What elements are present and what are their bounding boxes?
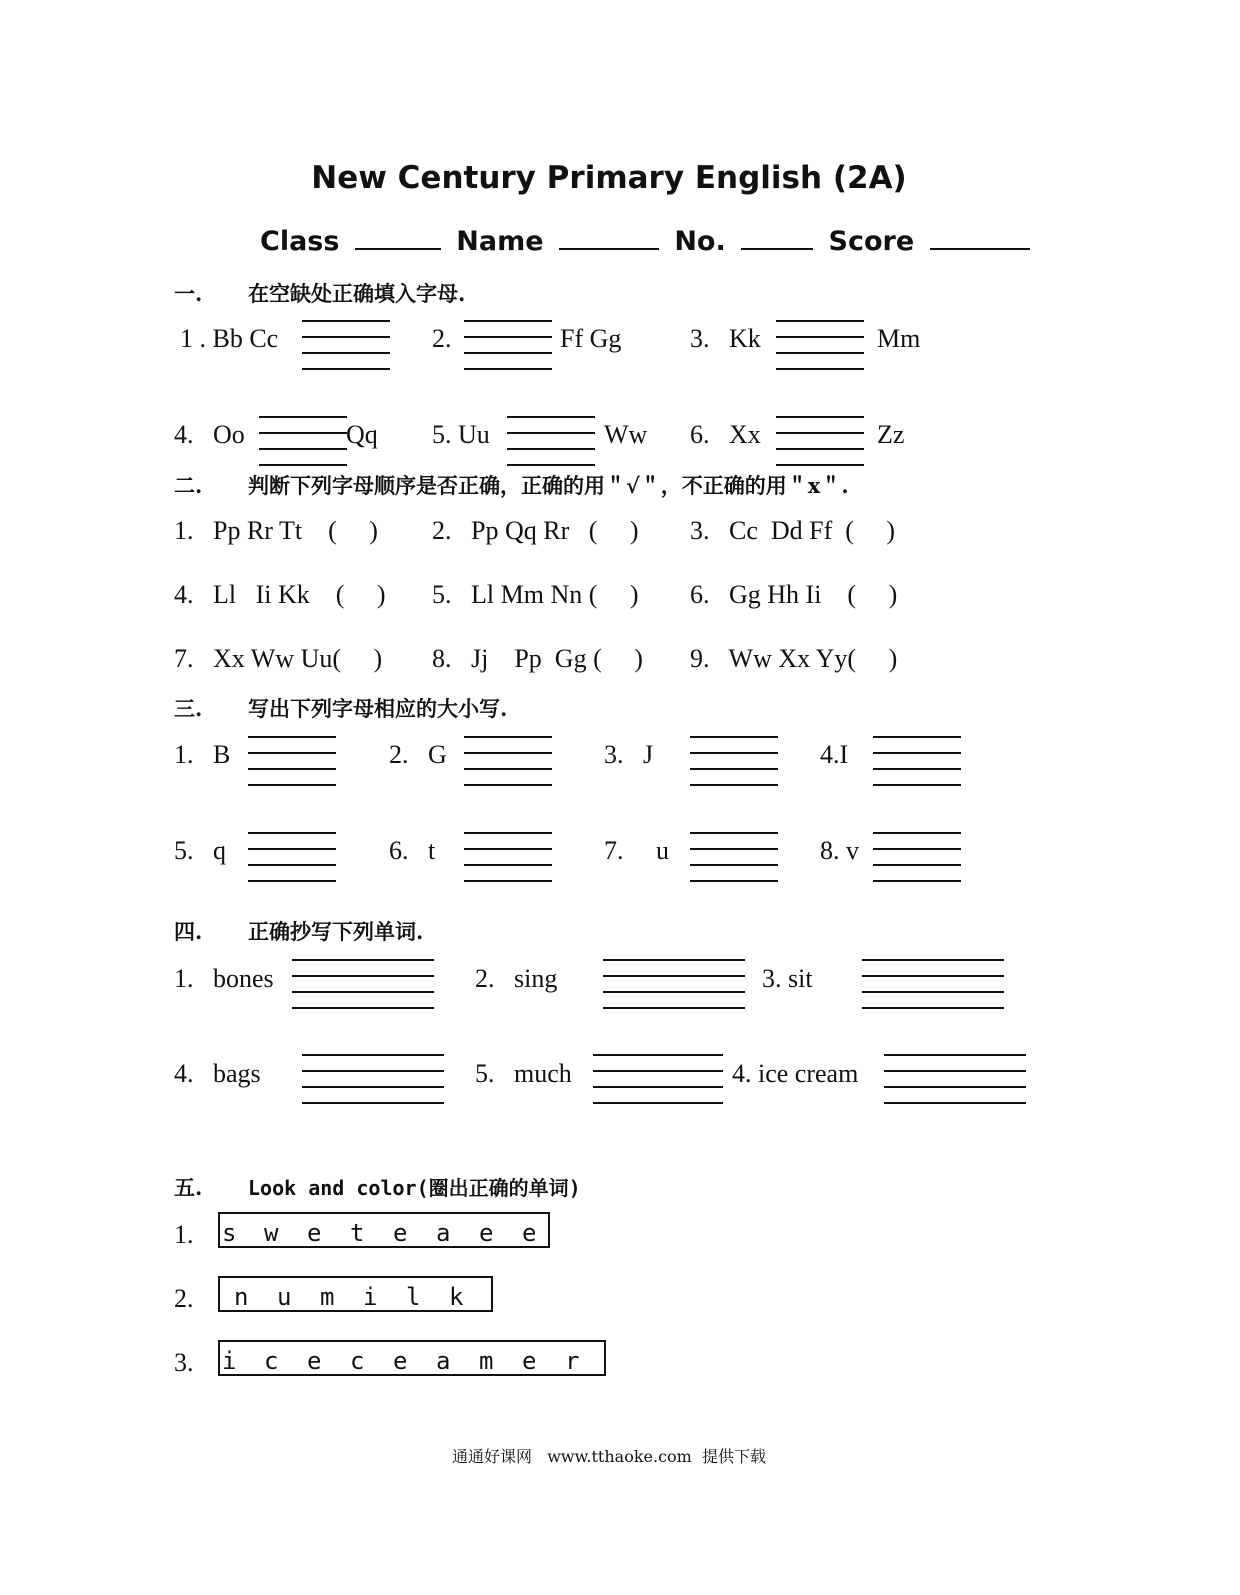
s5-row2-letter[interactable]: u	[277, 1283, 292, 1311]
s5-row3-letter[interactable]: c	[264, 1347, 279, 1375]
s5-row2-letter[interactable]: k	[449, 1283, 464, 1311]
s5-row2-letter[interactable]: l	[406, 1283, 421, 1311]
s2-item5[interactable]: 5. Ll Mm Nn ( )	[432, 580, 639, 609]
s5-row3-letter[interactable]: r	[565, 1347, 580, 1375]
s1-item4-after: Qq	[346, 420, 378, 449]
s2-item8[interactable]: 8. Jj Pp Gg ( )	[432, 644, 643, 673]
s5-row2-letter[interactable]: m	[320, 1283, 335, 1311]
s1-item1-label: 1 . Bb Cc	[180, 324, 279, 353]
score-blank	[930, 248, 1030, 250]
s1-item5-after: Ww	[604, 420, 648, 449]
s5-row3-number: 3.	[174, 1348, 194, 1377]
s5-row1-letter[interactable]: e	[393, 1219, 408, 1247]
section1-number: 一.	[174, 281, 203, 306]
section2-number: 二.	[174, 473, 203, 498]
page-title: New Century Primary English (2A)	[311, 160, 907, 196]
s5-row3-letter-box[interactable]	[218, 1340, 606, 1376]
s1-item3-after: Mm	[877, 324, 921, 353]
s4-item2-label: 2. sing	[475, 964, 558, 993]
s1-item3-label: 3. Kk	[690, 324, 761, 353]
s3-item3-label: 3. J	[604, 740, 654, 769]
section3-number: 三.	[174, 696, 203, 721]
s3-item4-label: 4.I	[820, 740, 849, 769]
s2-item6[interactable]: 6. Gg Hh Ii ( )	[690, 580, 898, 609]
s2-item2[interactable]: 2. Pp Qq Rr ( )	[432, 516, 639, 545]
s5-row3-letter[interactable]: c	[350, 1347, 365, 1375]
s2-item1[interactable]: 1. Pp Rr Tt ( )	[174, 516, 378, 545]
s2-item3[interactable]: 3. Cc Dd Ff ( )	[690, 516, 896, 545]
s3-item1-label: 1. B	[174, 740, 231, 769]
s1-item6-after: Zz	[877, 420, 905, 449]
s4-item6-label: 4. ice cream	[732, 1059, 859, 1088]
s5-row2-letter-box[interactable]	[218, 1276, 493, 1312]
s1-item5-label: 5. Uu	[432, 420, 490, 449]
s5-row1-letter-box[interactable]	[218, 1212, 550, 1248]
s2-item9[interactable]: 9. Ww Xx Yy( )	[690, 644, 898, 673]
footer-text: 通通好课网 www.tthaoke.com 提供下载	[451, 1447, 767, 1466]
s5-row1-letter[interactable]: e	[307, 1219, 322, 1247]
s5-row1-letter[interactable]: e	[522, 1219, 537, 1247]
s4-item5-label: 5. much	[475, 1059, 572, 1088]
section3-heading: 写出下列字母相应的大小写.	[248, 696, 508, 721]
section1-heading: 在空缺处正确填入字母.	[248, 281, 466, 306]
s5-row1-letter[interactable]: w	[264, 1219, 279, 1247]
s5-row1-letter[interactable]: t	[350, 1219, 365, 1247]
s5-row3-letter[interactable]: i	[222, 1347, 237, 1375]
name-label: Name	[456, 226, 544, 257]
no-label: No.	[674, 226, 726, 257]
s1-item2-label: 2.	[432, 324, 452, 353]
s1-item6-label: 6. Xx	[690, 420, 761, 449]
s1-item2-after: Ff Gg	[560, 324, 622, 353]
s5-row1-letter[interactable]: s	[222, 1219, 237, 1247]
s4-item4-label: 4. bags	[174, 1059, 261, 1088]
s5-row3-letter[interactable]: m	[479, 1347, 494, 1375]
s1-item4-label: 4. Oo	[174, 420, 245, 449]
student-info-line	[260, 226, 1036, 257]
s5-row3-letter[interactable]: e	[522, 1347, 537, 1375]
s5-row2-letter[interactable]: n	[234, 1283, 249, 1311]
s5-row3-letter[interactable]: e	[307, 1347, 322, 1375]
s5-row2-number: 2.	[174, 1284, 194, 1313]
no-blank	[741, 248, 813, 250]
score-label: Score	[828, 226, 915, 257]
s4-item1-label: 1. bones	[174, 964, 274, 993]
s3-item7-label: 7. u	[604, 836, 669, 865]
s5-row1-letter[interactable]: a	[436, 1219, 451, 1247]
s5-row1-number: 1.	[174, 1220, 194, 1249]
s2-item4[interactable]: 4. Ll Ii Kk ( )	[174, 580, 386, 609]
class-label: Class	[260, 226, 340, 257]
s5-row3-letter[interactable]: a	[436, 1347, 451, 1375]
section5-heading: Look and color(圈出正确的单词)	[248, 1176, 581, 1200]
s3-item6-label: 6. t	[389, 836, 436, 865]
s2-item7[interactable]: 7. Xx Ww Uu( )	[174, 644, 383, 673]
s3-item5-label: 5. q	[174, 836, 226, 865]
name-blank	[559, 248, 659, 250]
s3-item2-label: 2. G	[389, 740, 447, 769]
section4-number: 四.	[174, 919, 203, 944]
section5-number: 五.	[174, 1175, 203, 1200]
s5-row2-letter[interactable]: i	[363, 1283, 378, 1311]
section4-heading: 正确抄写下列单词.	[248, 919, 424, 944]
s5-row1-letter[interactable]: e	[479, 1219, 494, 1247]
class-blank	[355, 248, 441, 250]
section2-heading: 判断下列字母顺序是否正确，正确的用＂√＂，不正确的用＂x＂.	[248, 473, 849, 498]
s5-row3-letter[interactable]: e	[393, 1347, 408, 1375]
s4-item3-label: 3. sit	[762, 964, 813, 993]
s3-item8-label: 8. v	[820, 836, 859, 865]
